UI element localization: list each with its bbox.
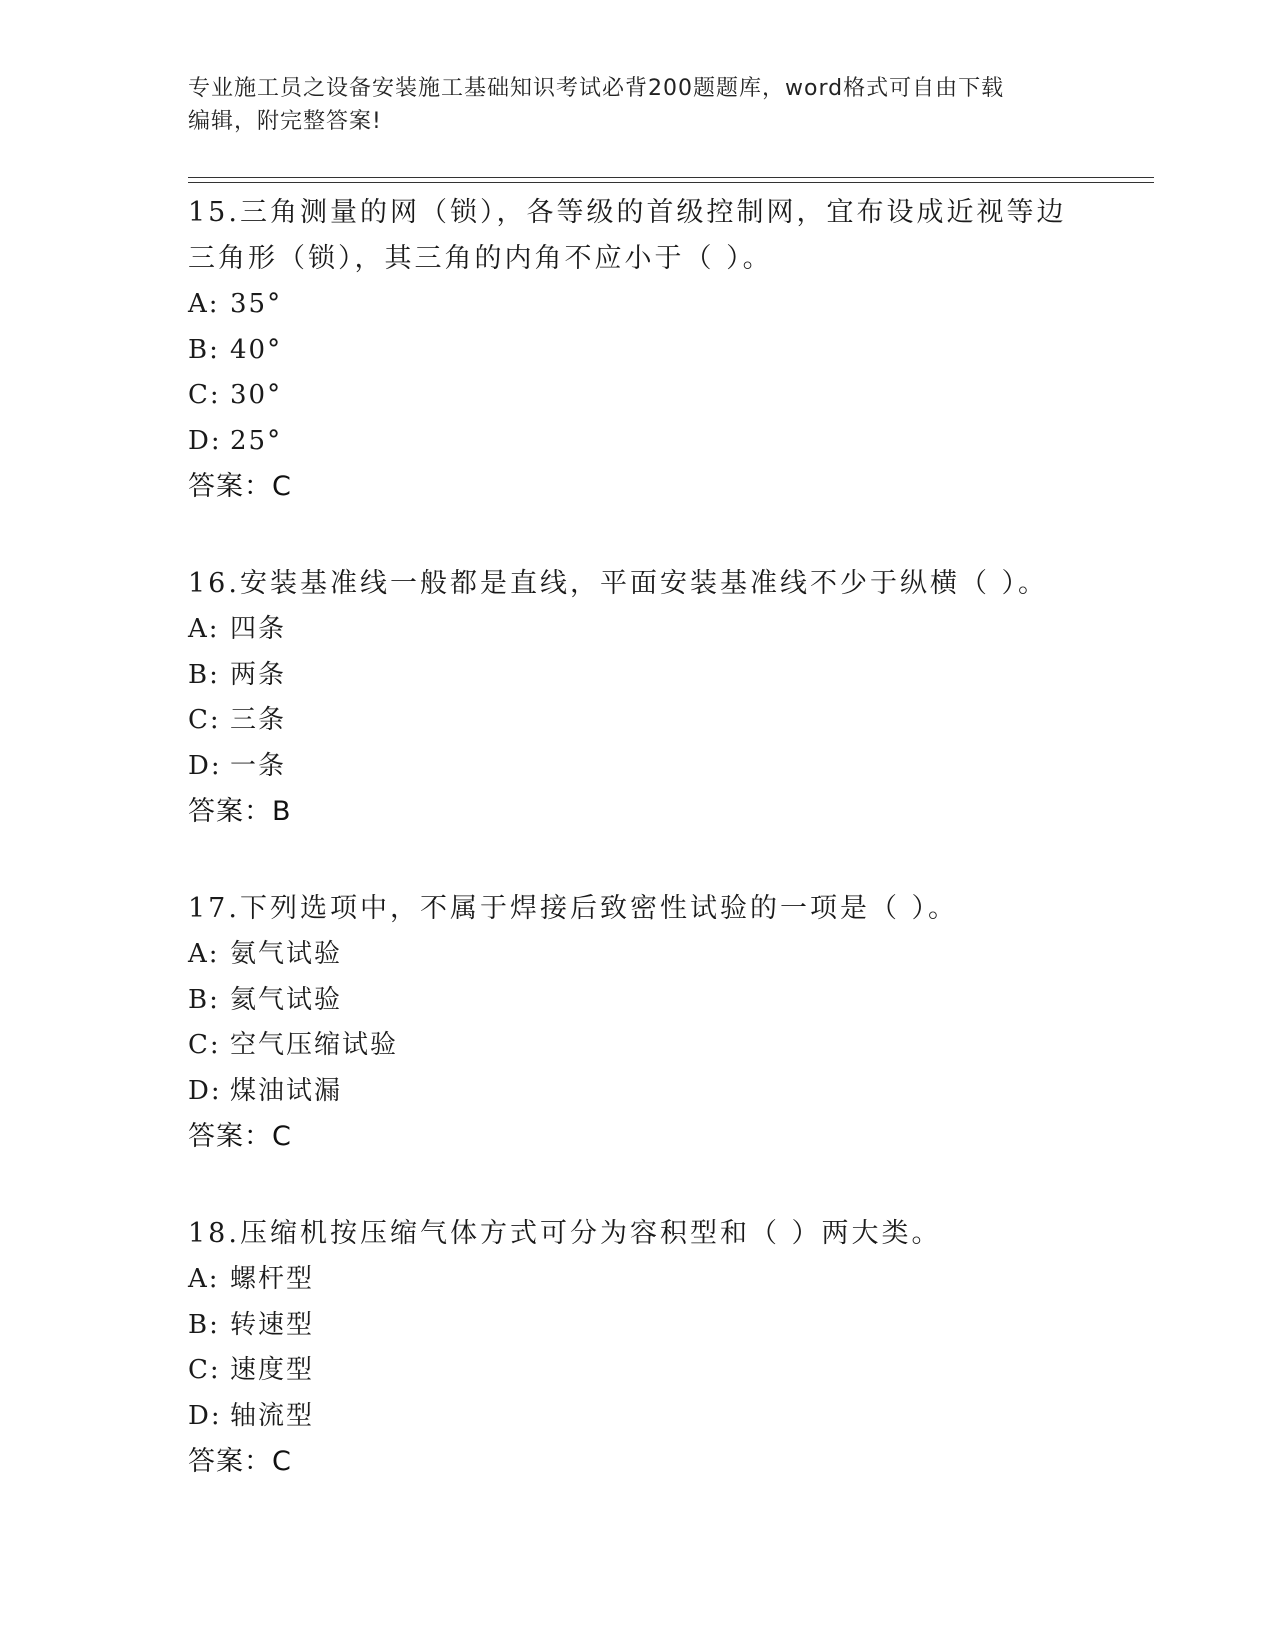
question-stem: 15.三角测量的网（锁），各等级的首级控制网，宜布设成近视等边三角形（锁），其三角的内角不应小于（ ）。	[188, 197, 1067, 274]
option-text: 速度型	[230, 1355, 315, 1385]
document-title	[188, 72, 1068, 138]
option-a	[188, 282, 1088, 328]
option-c	[188, 698, 1088, 744]
option-text: 转速型	[230, 1309, 315, 1340]
answer-line	[188, 1114, 1088, 1159]
question-item	[188, 1211, 1088, 1484]
option-key: D:	[188, 1400, 222, 1431]
answer-line	[188, 789, 1088, 834]
option-d	[188, 1394, 1088, 1440]
option-text: 35°	[230, 289, 283, 319]
option-d	[188, 1069, 1088, 1115]
option-text: 煤油试漏	[230, 1075, 343, 1106]
option-a	[188, 1257, 1088, 1303]
answer-label: 答案：	[188, 796, 272, 827]
option-text: 氨气试验	[230, 939, 343, 969]
option-key: A:	[188, 939, 220, 969]
option-key: A:	[188, 289, 220, 319]
answer-label: 答案：	[188, 1121, 272, 1152]
option-key: C:	[188, 705, 221, 735]
option-a	[188, 607, 1088, 653]
option-key: A:	[188, 614, 220, 644]
answer-value: B	[272, 796, 292, 827]
answer-value: C	[272, 471, 292, 502]
answer-value: C	[272, 1446, 292, 1477]
question-item	[188, 886, 1088, 1159]
question-stem: 17.下列选项中，不属于焊接后致密性试验的一项是（ ）。	[188, 893, 959, 924]
option-key: D:	[188, 425, 222, 456]
option-b	[188, 1303, 1088, 1349]
option-text: 30°	[230, 380, 283, 410]
option-key: B:	[188, 1309, 220, 1340]
option-c	[188, 1348, 1088, 1394]
option-text: 40°	[230, 334, 283, 365]
option-key: B:	[188, 659, 220, 690]
header-divider-bottom	[188, 182, 1154, 183]
option-key: C:	[188, 1030, 221, 1060]
answer-value: C	[272, 1121, 292, 1152]
title-line-1: 专业施工员之设备安装施工基础知识考试必背200题题库，word格式可自由下载	[188, 76, 1005, 101]
option-text: 三条	[230, 705, 287, 735]
answer-line	[188, 464, 1088, 509]
question-item	[188, 190, 1088, 509]
question-list	[188, 190, 1088, 1536]
option-b	[188, 328, 1088, 374]
option-text: 四条	[230, 614, 287, 644]
option-d	[188, 744, 1088, 790]
option-c	[188, 373, 1088, 419]
option-text: 空气压缩试验	[230, 1030, 399, 1060]
option-key: B:	[188, 334, 220, 365]
option-text: 一条	[230, 750, 287, 781]
question-stem: 18.压缩机按压缩气体方式可分为容积型和（ ）两大类。	[188, 1218, 942, 1249]
option-key: C:	[188, 1355, 221, 1385]
option-key: D:	[188, 1075, 222, 1106]
option-text: 氦气试验	[230, 984, 343, 1015]
option-key: A:	[188, 1264, 220, 1294]
option-a	[188, 932, 1088, 978]
option-text: 轴流型	[230, 1400, 315, 1431]
question-stem: 16.安装基准线一般都是直线，平面安装基准线不少于纵横（ ）。	[188, 568, 1049, 599]
option-c	[188, 1023, 1088, 1069]
option-key: C:	[188, 380, 221, 410]
header-divider-top	[188, 177, 1154, 178]
option-text: 螺杆型	[230, 1264, 315, 1294]
option-d	[188, 419, 1088, 465]
answer-label: 答案：	[188, 471, 272, 502]
option-text: 两条	[230, 659, 287, 690]
option-text: 25°	[230, 425, 283, 456]
option-key: B:	[188, 984, 220, 1015]
title-line-2: 编辑，附完整答案!	[188, 109, 382, 134]
answer-line	[188, 1439, 1088, 1484]
option-b	[188, 978, 1088, 1024]
option-b	[188, 653, 1088, 699]
question-item	[188, 561, 1088, 834]
option-key: D:	[188, 750, 222, 781]
answer-label: 答案：	[188, 1446, 272, 1477]
